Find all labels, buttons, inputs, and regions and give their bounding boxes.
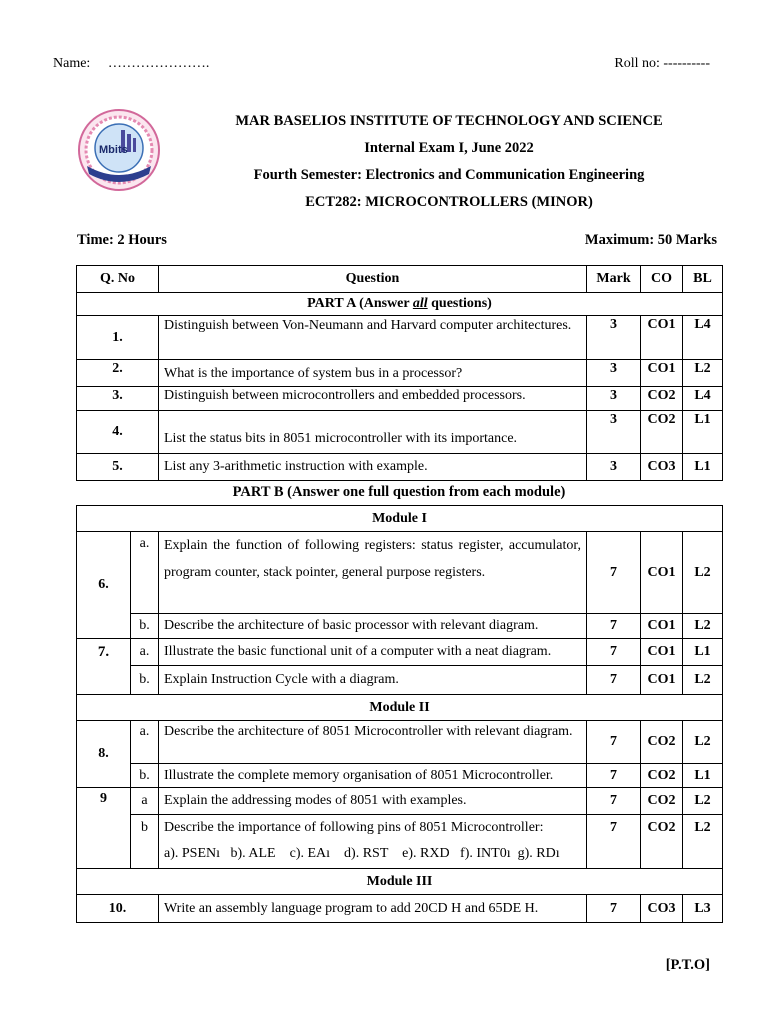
question-co: CO2 bbox=[641, 764, 683, 788]
question-mark: 3 bbox=[587, 316, 641, 360]
question-bl: L2 bbox=[683, 614, 723, 639]
part-a-table bbox=[76, 265, 723, 481]
question-co: CO2 bbox=[641, 411, 683, 454]
table-row bbox=[77, 639, 723, 666]
question-number: 7. bbox=[77, 639, 131, 695]
institute-logo bbox=[77, 108, 161, 192]
sub-label: b bbox=[131, 815, 159, 869]
module-row bbox=[77, 695, 723, 721]
question-co: CO1 bbox=[641, 666, 683, 695]
question-text: Illustrate the basic functional unit of a computer with a neat diagram. bbox=[159, 639, 587, 666]
table-row bbox=[77, 360, 723, 387]
module-title: Module II bbox=[77, 695, 723, 721]
module-row bbox=[77, 506, 723, 532]
logo-text: Mbits bbox=[99, 144, 128, 156]
table-row bbox=[77, 387, 723, 411]
table-row bbox=[77, 454, 723, 481]
question-bl: L4 bbox=[683, 387, 723, 411]
name-label: Name: bbox=[53, 56, 91, 71]
question-mark: 7 bbox=[587, 666, 641, 695]
header-qno: Q. No bbox=[77, 266, 159, 293]
question-text: Describe the architecture of 8051 Microcontroller with relevant diagram. bbox=[159, 721, 587, 764]
header-co: CO bbox=[641, 266, 683, 293]
question-number: 3. bbox=[77, 387, 159, 411]
part-a-title: PART A (Answer all questions) bbox=[77, 293, 723, 316]
question-text: What is the importance of system bus in a processor? bbox=[159, 360, 587, 387]
question-number: 1. bbox=[77, 316, 159, 360]
semester-title: Fourth Semester: Electronics and Communication Engineering bbox=[253, 167, 645, 183]
sub-label: a. bbox=[131, 721, 159, 764]
sub-label: b. bbox=[131, 764, 159, 788]
question-mark: 7 bbox=[587, 614, 641, 639]
table-row bbox=[77, 666, 723, 695]
sub-label: b. bbox=[131, 666, 159, 695]
question-text: Write an assembly language program to add 20CD H and 65DE H. bbox=[159, 895, 587, 923]
question-mark: 7 bbox=[587, 788, 641, 815]
question-bl: L2 bbox=[683, 666, 723, 695]
question-number: 8. bbox=[77, 721, 131, 788]
question-mark: 7 bbox=[587, 639, 641, 666]
pin-list: a). PSENı b). ALE c). EAı d). RST e). RXD f). INT0ı g). RDı bbox=[164, 846, 560, 861]
table-row bbox=[77, 411, 723, 454]
table-row bbox=[77, 764, 723, 788]
module-row bbox=[77, 869, 723, 895]
question-bl: L2 bbox=[683, 360, 723, 387]
module-title: Module I bbox=[77, 506, 723, 532]
question-mark: 3 bbox=[587, 411, 641, 454]
table-row bbox=[77, 815, 723, 869]
table-header-row bbox=[77, 266, 723, 293]
question-bl: L2 bbox=[683, 532, 723, 614]
question-mark: 3 bbox=[587, 360, 641, 387]
question-text: Illustrate the complete memory organisation of 8051 Microcontroller. bbox=[159, 764, 587, 788]
question-text: Describe the architecture of basic processor with relevant diagram. bbox=[159, 614, 587, 639]
question-number: 10. bbox=[77, 895, 159, 923]
question-bl: L2 bbox=[683, 815, 723, 869]
question-mark: 7 bbox=[587, 532, 641, 614]
header-bl: BL bbox=[683, 266, 723, 293]
table-row bbox=[77, 316, 723, 360]
question-text: List any 3-arithmetic instruction with example. bbox=[159, 454, 587, 481]
part-b-table bbox=[76, 505, 723, 923]
exam-time: Time: 2 Hours bbox=[77, 232, 167, 248]
question-text: Explain the addressing modes of 8051 with examples. bbox=[159, 788, 587, 815]
question-co: CO1 bbox=[641, 532, 683, 614]
question-bl: L1 bbox=[683, 764, 723, 788]
question-bl: L4 bbox=[683, 316, 723, 360]
sub-label: b. bbox=[131, 614, 159, 639]
module-title: Module III bbox=[77, 869, 723, 895]
question-co: CO2 bbox=[641, 721, 683, 764]
question-text: Distinguish between Von-Neumann and Harvard computer architectures. bbox=[159, 316, 587, 360]
maximum-marks: Maximum: 50 Marks bbox=[584, 232, 717, 248]
question-co: CO2 bbox=[641, 788, 683, 815]
question-bl: L1 bbox=[683, 639, 723, 666]
question-co: CO1 bbox=[641, 639, 683, 666]
header-mark: Mark bbox=[587, 266, 641, 293]
question-number: 9 bbox=[77, 788, 131, 869]
question-bl: L1 bbox=[683, 411, 723, 454]
question-co: CO3 bbox=[641, 895, 683, 923]
question-number: 2. bbox=[77, 360, 159, 387]
question-text: Describe the importance of following pins of 8051 Microcontroller: bbox=[164, 820, 544, 835]
table-row bbox=[77, 532, 723, 614]
part-a-title-row bbox=[77, 293, 723, 316]
sub-label: a bbox=[131, 788, 159, 815]
question-bl: L2 bbox=[683, 721, 723, 764]
question-mark: 7 bbox=[587, 764, 641, 788]
table-row bbox=[77, 895, 723, 923]
name-dots: …………………. bbox=[107, 56, 210, 71]
question-co: CO1 bbox=[641, 360, 683, 387]
institute-name: MAR BASELIOS INSTITUTE OF TECHNOLOGY AND SCIENCE bbox=[235, 113, 663, 129]
question-mark: 7 bbox=[587, 721, 641, 764]
question-bl: L2 bbox=[683, 788, 723, 815]
header-question: Question bbox=[159, 266, 587, 293]
question-co: CO1 bbox=[641, 316, 683, 360]
question-bl: L1 bbox=[683, 454, 723, 481]
sub-label: a. bbox=[131, 532, 159, 614]
question-co: CO2 bbox=[641, 387, 683, 411]
name-field bbox=[53, 56, 209, 72]
question-mark: 3 bbox=[587, 387, 641, 411]
question-bl: L3 bbox=[683, 895, 723, 923]
question-co: CO1 bbox=[641, 614, 683, 639]
question-text: Explain the function of following registers: status register, accumulator, program counter, stack pointer, general purpose registers. bbox=[159, 532, 587, 614]
question-mark: 7 bbox=[587, 895, 641, 923]
page-turn-over: [P.T.O] bbox=[665, 957, 710, 973]
exam-title: Internal Exam I, June 2022 bbox=[364, 140, 534, 156]
question-mark: 7 bbox=[587, 815, 641, 869]
roll-number-field: Roll no: ---------- bbox=[614, 56, 710, 71]
sub-label: a. bbox=[131, 639, 159, 666]
question-text: Distinguish between microcontrollers and embedded processors. bbox=[159, 387, 587, 411]
question-number: 6. bbox=[77, 532, 131, 639]
exam-header bbox=[170, 108, 728, 216]
question-mark: 3 bbox=[587, 454, 641, 481]
question-co: CO3 bbox=[641, 454, 683, 481]
course-title: ECT282: MICROCONTROLLERS (MINOR) bbox=[305, 194, 593, 210]
question-cell bbox=[159, 815, 587, 869]
table-row bbox=[77, 721, 723, 764]
question-text: List the status bits in 8051 microcontroller with its importance. bbox=[159, 411, 587, 454]
part-b-title: PART B (Answer one full question from each module) bbox=[232, 484, 566, 500]
table-row bbox=[77, 614, 723, 639]
table-row bbox=[77, 788, 723, 815]
question-co: CO2 bbox=[641, 815, 683, 869]
question-text: Explain Instruction Cycle with a diagram. bbox=[159, 666, 587, 695]
question-number: 4. bbox=[77, 411, 159, 454]
question-number: 5. bbox=[77, 454, 159, 481]
